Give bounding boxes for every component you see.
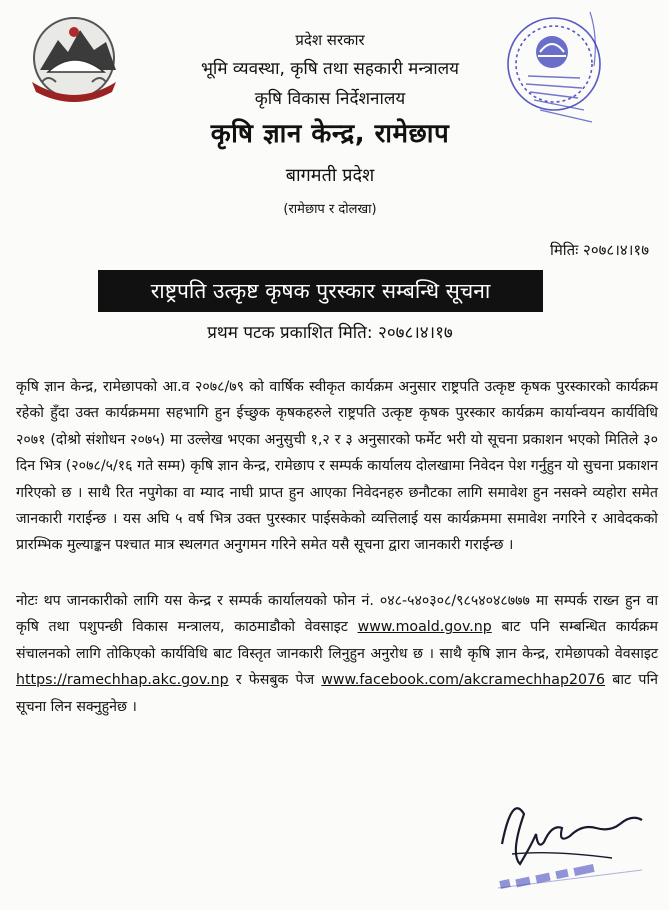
- office-title: कृषि ज्ञान केन्द्र, रामेछाप: [210, 119, 450, 149]
- office-seal-icon: [494, 6, 610, 138]
- notice-title-banner: राष्ट्रपति उत्कृष्ट कृषक पुरस्कार सम्बन्धि सूचना: [98, 270, 543, 312]
- header-directorate: कृषि विकास निर्देशनालय: [254, 89, 406, 109]
- header-districts: (रामेछाप र दोलखा): [283, 202, 377, 217]
- signature-icon: [492, 784, 662, 904]
- notice-date: मितिः २०७८।४।१७: [549, 241, 649, 259]
- published-date: प्रथम पटक प्रकाशित मिति: २०७८।४।१७: [207, 323, 453, 343]
- contact-note-paragraph: [16, 588, 658, 720]
- moald-website-link[interactable]: www.moald.gov.np: [357, 619, 492, 636]
- note-text-part1: नोटः थप जानकारीको लागि यस केन्द्र र सम्पर्क कार्यालयको फोन नं. ०४८-५४०३०८/९८५४०४८७७७ मा सम्पर्क राख्न हुन वा कृषि तथा पशुपन्छी विकास मन्त्रालय, काठमाडौको वेवसाइट: [16, 593, 658, 636]
- header-ministry: भूमि व्यवस्था, कृषि तथा सहकारी मन्त्रालय: [200, 59, 460, 79]
- note-text-part4: बाट पनि सूचना लिन सक्नुहुनेछ ।: [16, 672, 658, 715]
- header-province: बागमती प्रदेश: [285, 165, 375, 186]
- notice-paragraph: कृषि ज्ञान केन्द्र, रामेछापको आ.व २०७८/७९ को वार्षिक स्वीकृत कार्यक्रम अनुसार राष्ट्रपति उत्कृष्ट कृषक पुरस्कारको कार्यक्रम रहेको हुँदा उक्त कार्यक्रममा सहभागि हुन ईच्छुक कृषकहरुले राष्ट्रपति उत्कृष्ट कृषक पुरस्कार कार्यक्रम कार्यान्वयन कार्यविधि २०७१ (दोश्रो संशोधन २०७५) मा उल्लेख भएका अनुसुची १,२ र ३ अनुसारको फर्मेट भरी यो सूचना प्रकाशन भएको मितिले ३० दिन भित्र (२०७८/५/१६ गते सम्म) कृषि ज्ञान केन्द्र, रामेछाप र सम्पर्क कार्यालय दोलखामा निवेदन पेश गर्नुहुन यो सुचना प्रकाशन गरिएको छ । साथै रित नपुगेका वा म्याद नाघी प्राप्त हुन आएका निवेदनहरु छनौटका लागि समावेश हुन नसक्ने व्यहोरा समेत जानकारी गराईन्छ । यस अघि ५ वर्ष भित्र उक्त पुरस्कार पाईसकेको व्यत्तिलाई यस कार्यक्रममा समावेश नगरिने र आवेदकको प्रारम्भिक मुल्याङ्कन पश्चात मात्र स्थलगत अनुगमन गरिने समेत यसै सूचना द्वारा जानकारी गराईन्छ ।: [16, 379, 658, 554]
- nepal-emblem-icon: [18, 12, 130, 108]
- note-text-part3: र फेसबुक पेज: [228, 672, 322, 689]
- note-text-part2: बाट पनि सम्बन्धित कार्यक्रम संचालनको लागि तोकिएको कार्यविधि बाट विस्तृत जानकारी लिनुहुन अनुरोध छ । साथै कृषि ज्ञान केन्द्र, रामेछापको वेवसाइट: [16, 619, 658, 662]
- akc-website-link[interactable]: https://ramechhap.akc.gov.np: [16, 672, 229, 689]
- facebook-page-link[interactable]: www.facebook.com/akcramechhap2076: [321, 672, 606, 689]
- header-government: प्रदेश सरकार: [295, 31, 365, 49]
